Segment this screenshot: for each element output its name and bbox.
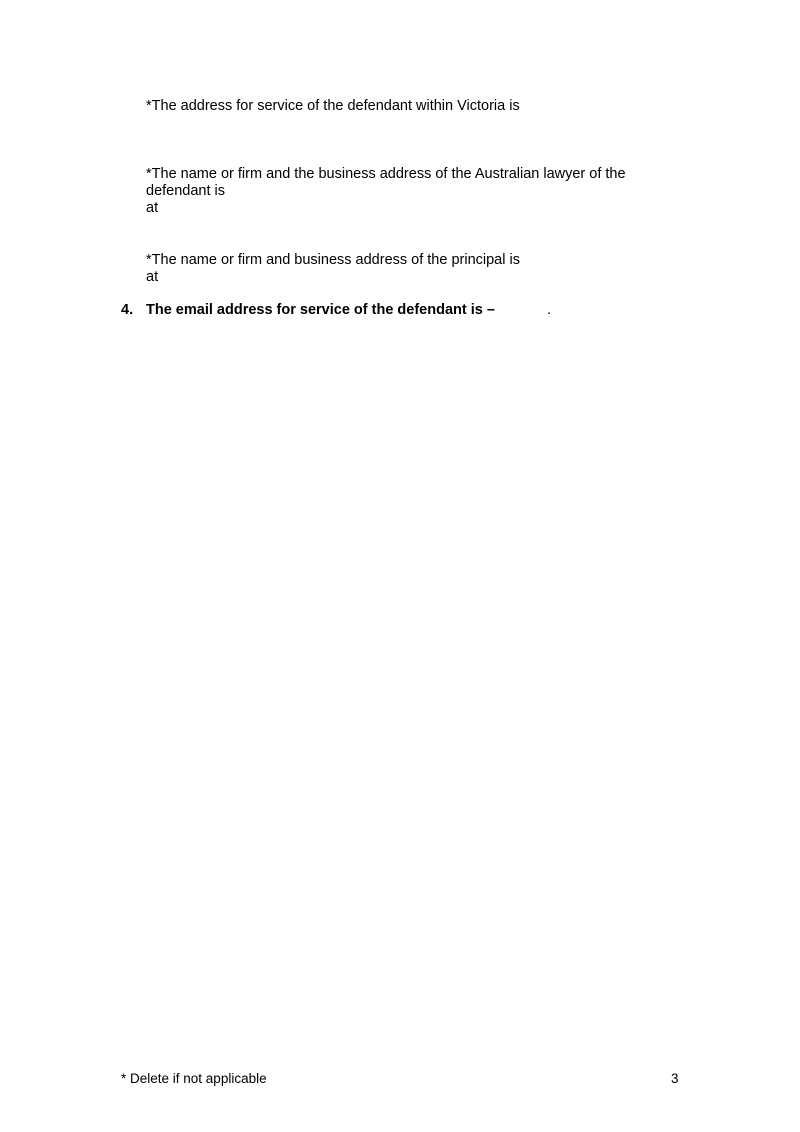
principal-text: *The name or firm and business address of the principal is xyxy=(146,252,520,268)
item-4-trailing-period: . xyxy=(547,302,552,318)
item-4-number: 4. xyxy=(121,302,134,318)
lawyer-text-line-1: *The name or firm and the business address of the Australian lawyer of the xyxy=(146,166,626,182)
page-number: 3 xyxy=(671,1071,679,1086)
item-4 xyxy=(0,302,800,319)
footer-note: * Delete if not applicable xyxy=(121,1071,267,1086)
lawyer-text-line-2: defendant is xyxy=(146,183,226,199)
item-4-heading: The email address for service of the defendant is – xyxy=(146,302,495,318)
principal-at-text: at xyxy=(146,269,159,285)
address-for-service-text: *The address for service of the defendant within Victoria is xyxy=(146,98,520,114)
lawyer-at-text: at xyxy=(146,200,159,216)
